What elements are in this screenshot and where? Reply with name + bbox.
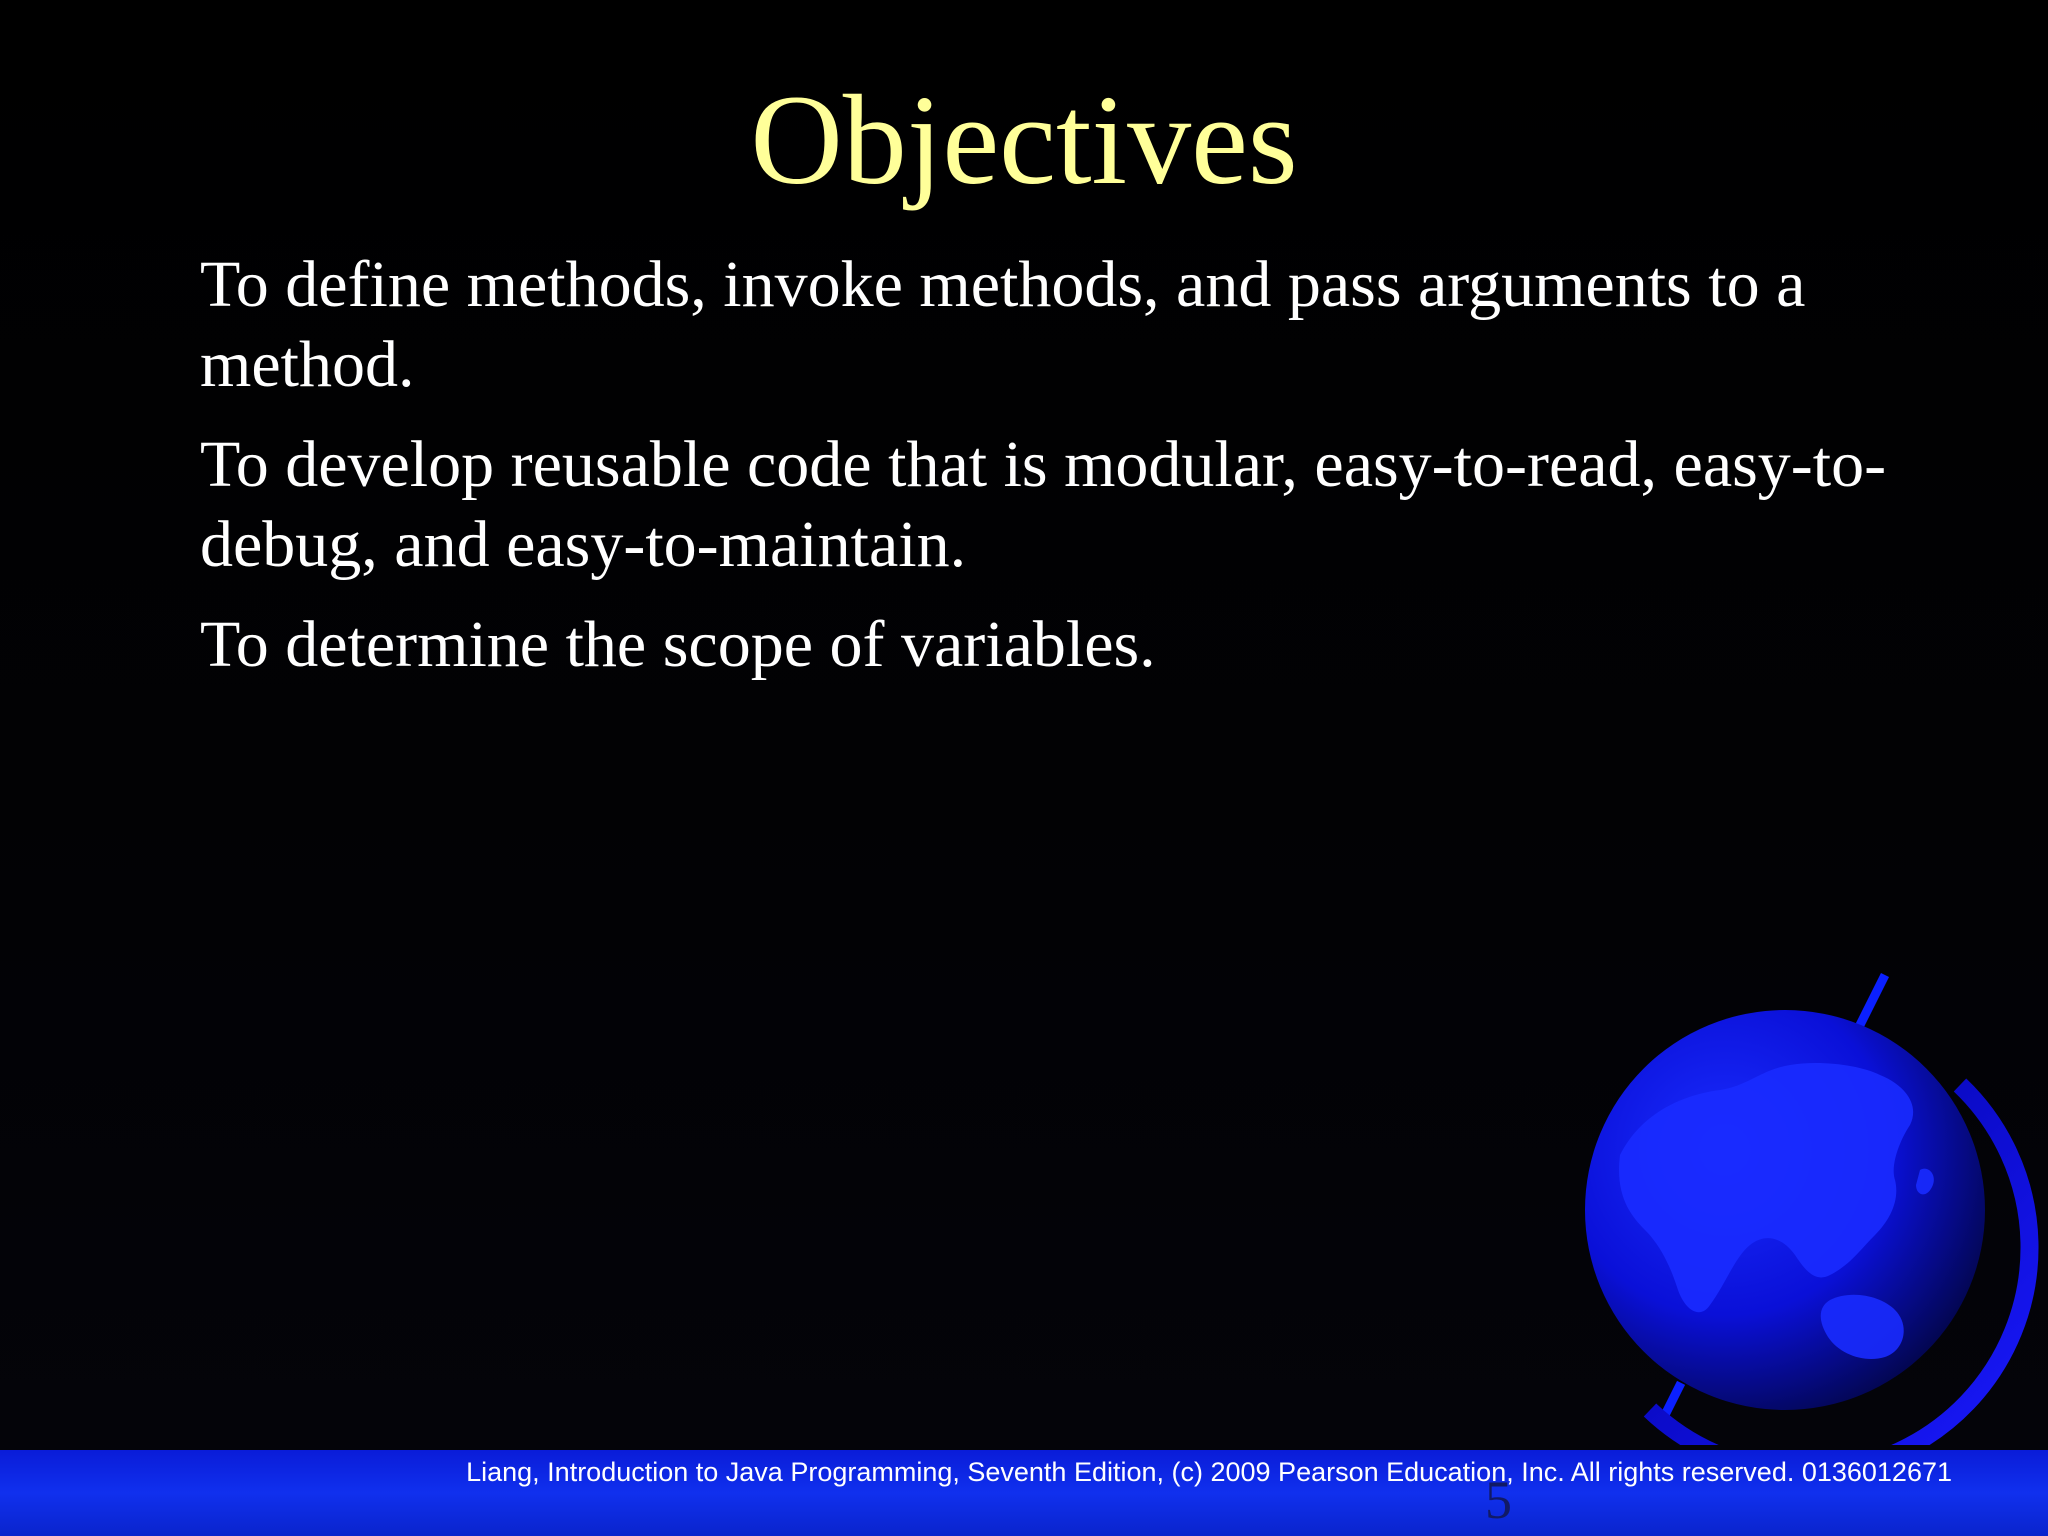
globe-icon (1560, 965, 2040, 1445)
footer-copyright: Liang, Introduction to Java Programming, Seventh Edition, (c) 2009 Pearson Education, Inc. All rights reserved. 0136012671 (466, 1457, 1952, 1487)
objective-item: To develop reusable code that is modular, easy-to-read, easy-to-debug, and easy-to-maintain. (200, 428, 1887, 581)
objective-item: To define methods, invoke methods, and pass arguments to a method. (200, 248, 1806, 401)
objectives-list (200, 245, 1980, 705)
objective-item: To determine the scope of variables. (200, 608, 1156, 681)
slide-title: Objectives (750, 69, 1298, 211)
page-number: 5 (1485, 1470, 1512, 1530)
